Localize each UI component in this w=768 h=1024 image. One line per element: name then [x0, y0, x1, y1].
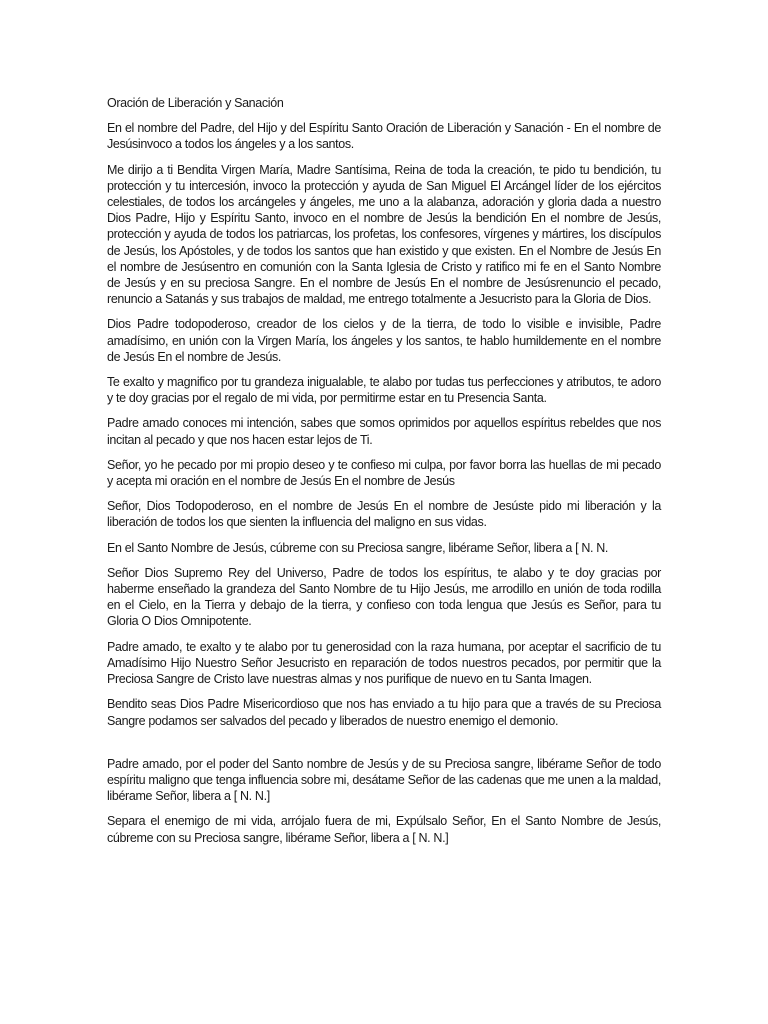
paragraph-5: Padre amado conoces mi intención, sabes que somos oprimidos por aquellos espíritus rebeldes que nos incitan al pecado y que nos hacen estar lejos de Ti.	[107, 416, 661, 447]
paragraph-9: Señor Dios Supremo Rey del Universo, Padre de todos los espíritus, te alabo y te doy gracias por haberme enseñado la grandeza del Santo Nombre de tu Hijo Jesús, me arrodillo en unión de toda rodilla en el Cielo, en la Tierra y debajo de la tierra, y confieso con toda lengua que Jesús es Señor, para tu Gloria O Dios Omnipotente.	[107, 565, 661, 629]
paragraph-13: Separa el enemigo de mi vida, arrójalo fuera de mi, Expúlsalo Señor, En el Santo Nombre de Jesús, cúbreme con su Preciosa sangre, libérame Señor, libera a [ N. N.]	[107, 814, 661, 845]
paragraph-2: Me dirijo a ti Bendita Virgen María, Madre Santísima, Reina de toda la creación, te pido tu bendición, tu protección y tu intercesión, invoco la protección y ayuda de San Miguel El Arcángel líder de los ejércitos celestiales, de todos los arcángeles y ángeles, me uno a la alabanza, adoración y gloria dada a nuestro Dios Padre, Hijo y Espíritu Santo, invoco en el nombre de Jesús la bendición En el nombre de Jesús, protección y ayuda de todos los patriarcas, los profetas, los confesores, vírgenes y mártires, los discípulos de Jesús, los Apóstoles, y de todos los santos que han existido y que existen. En el Nombre de Jesús En el nombre de Jesúsentro en comunión con la Santa Iglesia de Cristo y ratifico mi fe en el Santo Nombre de Jesús y en su preciosa Sangre. En el nombre de Jesús En el nombre de Jesúsrenuncio el pecado, renuncio a Satanás y sus trabajos de maldad, me entrego totalmente a Jesucristo para la Gloria de Dios.	[107, 162, 661, 307]
paragraph-11: Bendito seas Dios Padre Misericordioso que nos has enviado a tu hijo para que a través de su Preciosa Sangre podamos ser salvados del pecado y liberados de nuestro enemigo el demonio.	[107, 697, 661, 728]
paragraph-12: Padre amado, por el poder del Santo nombre de Jesús y de su Preciosa sangre, libérame Señor de todo espíritu maligno que tenga influencia sobre mi, desátame Señor de las cadenas que me unen a la maldad, libérame Señor, libera a [ N. N.]	[107, 756, 661, 804]
paragraph-1: En el nombre del Padre, del Hijo y del Espíritu Santo Oración de Liberación y Sanación - En el nombre de Jesúsinvoco a todos los ángeles y a los santos.	[107, 121, 661, 152]
paragraph-10: Padre amado, te exalto y te alabo por tu generosidad con la raza humana, por aceptar el sacrificio de tu Amadísimo Hijo Nuestro Señor Jesucristo en reparación de todos nuestros pecados, por permitir que la Preciosa Sangre de Cristo lave nuestras almas y nos purifique de nuevo en tu Santa Imagen.	[107, 639, 661, 687]
paragraph-6: Señor, yo he pecado por mi propio deseo y te confieso mi culpa, por favor borra las huellas de mi pecado y acepta mi oración en el nombre de Jesús En el nombre de Jesús	[107, 457, 661, 489]
paragraph-8: En el Santo Nombre de Jesús, cúbreme con su Preciosa sangre, libérame Señor, libera a [ N. N.	[107, 540, 609, 555]
document-page	[107, 95, 661, 855]
paragraph-7: Señor, Dios Todopoderoso, en el nombre de Jesús En el nombre de Jesúste pido mi liberación y la liberación de todos los que sienten la influencia del maligno en sus vidas.	[107, 499, 661, 530]
paragraph-3: Dios Padre todopoderoso, creador de los cielos y de la tierra, de todo lo visible e invisible, Padre amadísimo, en unión con la Virgen María, los ángeles y los santos, te hablo humildemente en el nombre de Jesús En el nombre de Jesús.	[107, 317, 661, 364]
paragraph-4: Te exalto y magnifico por tu grandeza inigualable, te alabo por tudas tus perfecciones y atributos, te adoro y te doy gracias por el regalo de mi vida, por permitirme estar en tu Presencia Santa.	[107, 375, 661, 406]
document-title: Oración de Liberación y Sanación	[107, 96, 284, 110]
